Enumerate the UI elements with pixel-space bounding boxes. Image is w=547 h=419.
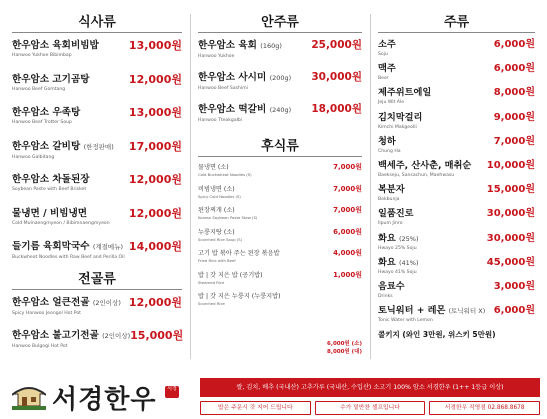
menu-item-english: Cold Mulnaengmyeon / Bibimnaengmyeon — [12, 220, 110, 226]
menu-item-english: Hanwoo Yukhoe — [198, 54, 235, 59]
menu-item-name-text: 맥주 — [378, 63, 396, 75]
menu-item — [194, 206, 366, 228]
menu-item-name — [378, 281, 405, 293]
menu-item-price: 7,000원 — [333, 184, 362, 193]
menu-item-note: (토닉워터 X) — [448, 307, 486, 316]
menu-item-english: Spicy Hanwoo Jeongol Hot Pot — [12, 310, 81, 316]
menu-item-text — [12, 173, 89, 193]
menu-item — [374, 63, 539, 87]
menu-item-price: 13,000원 — [128, 39, 182, 52]
info-pill-contact: 서경한우 직영점 02.868.8678 — [429, 401, 540, 415]
menu-item-price: 12,000원 — [128, 72, 182, 86]
menu-item-name-text: 밥 | 갓 지은 밥 (공기밥) — [198, 271, 263, 279]
menu-item — [8, 73, 186, 107]
menu-item-english: Beer — [378, 76, 389, 82]
rice-promo — [284, 340, 362, 356]
promo-small: 6,000원 (소) — [327, 341, 362, 347]
drinks-column — [374, 0, 539, 343]
menu-item-name — [378, 208, 414, 220]
promo-large: 8,000원 (대) — [327, 349, 362, 355]
menu-item-text — [12, 329, 130, 350]
menu-item — [8, 39, 186, 73]
menu-item-text — [12, 140, 114, 161]
menu-item-english: Buckwheat Noodles with Raw Beef and Perilla Oil — [12, 255, 125, 260]
menu-item — [374, 305, 539, 329]
hanok-house-icon — [12, 382, 46, 410]
menu-item-english: Baekseju, Sansachun, Maehwasu — [378, 172, 455, 178]
menu-item-price: 7,000원 — [493, 135, 535, 147]
brand-logo — [12, 378, 184, 414]
column-divider — [190, 14, 191, 359]
menu-item-price: 15,000원 — [486, 184, 535, 196]
menu-item-name — [378, 136, 401, 148]
menu-item-english: Ilpum Jinro — [378, 221, 403, 227]
menu-item — [374, 208, 539, 232]
menu-item-english: Soybean Paste with Beef Brisket — [12, 187, 87, 192]
menu-item-name-text: 한우암소 사시미 — [198, 72, 267, 83]
menu-item-price: 14,000원 — [128, 240, 182, 253]
menu-item — [374, 112, 539, 136]
menu-item-price: 4,000원 — [333, 249, 362, 257]
menu-item-name — [12, 39, 99, 52]
brand-seal: 서경 — [165, 386, 179, 398]
menu-item-price: 7,000원 — [333, 206, 362, 214]
menu-item-price: 45,000원 — [486, 256, 535, 268]
drinks-title: 주류 — [443, 15, 470, 30]
menu-item-price: 10,000원 — [486, 159, 535, 171]
menu-item-note: (41%) — [398, 258, 419, 267]
menu-item-name-text: 들기름 육회막국수 — [12, 241, 90, 252]
menu-item — [374, 160, 539, 184]
menu-item-price: 1,000원 — [333, 270, 362, 279]
menu-item-name — [12, 73, 89, 86]
menu-item-name — [378, 160, 471, 172]
menu-item-text — [378, 305, 485, 324]
menu-item-name — [198, 163, 252, 172]
menu-item-name-text: 비빔냉면 (소) — [198, 185, 235, 193]
menu-item-name — [198, 271, 263, 280]
menu-item-name — [378, 87, 431, 99]
menu-item-price: 3,000원 — [493, 280, 535, 292]
menu-item-name — [198, 103, 291, 117]
menu-item-name-text: 한우암소 우족탕 — [12, 107, 81, 118]
sides-title: 안주류 — [261, 15, 299, 30]
menu-item-name-text: 토닉워터 + 레몬 — [378, 305, 446, 317]
menu-item-name-text: 한우암소 고기곰탕 — [12, 73, 90, 85]
menu-item — [374, 233, 539, 257]
menu-item-english: Drinks — [378, 293, 393, 299]
menu-item-english: Scorched Rice Soup (S) — [198, 236, 243, 242]
menu-item-english: Hanwoo Beef Sashimi — [198, 86, 248, 91]
menu-item — [374, 184, 539, 208]
menu-item — [374, 281, 539, 305]
menu-item-english: Hanwoo Tteokgalbi — [198, 118, 243, 123]
menu-item-price: 17,000원 — [128, 139, 182, 153]
menu-item-price: 30,000원 — [486, 232, 535, 244]
menu-item-text — [378, 112, 422, 131]
menu-item-name-text: 화요 — [378, 256, 396, 268]
menu-item-name-text: 한우암소 떡갈비 — [198, 104, 267, 115]
menu-item-name-text: 한우암소 불고기전골 — [12, 330, 99, 341]
menu-item-english: Steamed Rice — [198, 279, 225, 285]
menu-item-text — [12, 106, 80, 126]
menu-item-name-text: 음료수 — [378, 280, 405, 292]
menu-item — [8, 106, 186, 140]
menu-item — [194, 185, 366, 207]
menu-item-name — [378, 39, 396, 51]
menu-item-english: Hwayo 25% Soju — [378, 245, 417, 251]
menu-item-text — [378, 281, 405, 300]
menu-item-text — [378, 136, 401, 155]
menu-item-name-text: 화요 — [378, 232, 396, 244]
menu-item-price: 12,000원 — [128, 295, 182, 309]
menu-item-price: 8,000원 — [493, 87, 535, 99]
menu-item-name — [198, 228, 242, 237]
menu-item-english: Soju — [378, 52, 388, 57]
section-rule — [378, 32, 535, 33]
menu-item-name-text: 한우암소 갈비탕 — [12, 140, 81, 152]
menu-item-text — [198, 206, 257, 221]
menu-item-text — [378, 39, 396, 58]
menu-item-price: 30,000원 — [486, 208, 535, 220]
meals-column — [8, 0, 186, 363]
menu-item — [194, 271, 366, 293]
menu-item — [194, 103, 366, 135]
menu-item-name — [12, 240, 125, 254]
menu-item-text — [378, 257, 419, 276]
info-pill-rice: 밥은 주문시 갓 지어 드립니다 — [200, 401, 311, 415]
menu-item-price: 6,000원 — [493, 63, 535, 75]
menu-item-english: Chung Ha — [378, 148, 401, 154]
menu-item-note: (2인이상) — [92, 298, 121, 307]
menu-item-name — [198, 249, 280, 258]
menu-item — [194, 71, 366, 103]
menu-item-text — [12, 73, 89, 93]
menu-item-name-text: 물냉면 / 비빔냉면 — [12, 207, 88, 219]
meals-list — [8, 39, 186, 274]
menu-item-text — [378, 87, 431, 106]
hotpot-title: 전골류 — [78, 271, 116, 287]
menu-item — [374, 39, 539, 63]
menu-item-english: Bokbunja — [378, 197, 400, 203]
menu-item-english: Tonic Water with Lemon — [378, 318, 433, 324]
menu-item-text — [12, 207, 110, 227]
menu-item-text — [198, 292, 281, 307]
menu-item-name-text: 고기 밥 볶아 주는 된장 볶음밥 — [198, 250, 280, 257]
menu-item-name-text: 소주 — [378, 39, 396, 50]
menu-item-text — [198, 271, 263, 286]
menu-item-name-text: 한우암소 차돌된장 — [12, 174, 90, 185]
sides-list — [194, 39, 366, 135]
menu-item-name — [198, 292, 281, 301]
menu-item-note: (25%) — [398, 234, 419, 243]
menu-item-english: Hanwoo Beef Gomtang — [12, 86, 66, 92]
menu-item-text — [198, 71, 291, 92]
menu-item-name — [198, 39, 282, 53]
menu-item-english: Kimchi Makgeolli — [378, 124, 417, 130]
section-rule — [12, 289, 182, 290]
menu-item-name — [198, 71, 291, 85]
menu-item — [374, 257, 539, 281]
info-pills — [200, 401, 540, 415]
menu-item-note: (한정판매) — [83, 142, 114, 151]
info-pill-self-serve: 수가 밑반찬 셀프입니다 — [315, 401, 426, 415]
menu-item — [194, 39, 366, 71]
menu-item-price: 7,000원 — [333, 163, 362, 171]
menu-item — [374, 87, 539, 111]
menu-item-name — [378, 112, 422, 124]
menu-item-name-text: 제주위트에일 — [378, 87, 432, 99]
menu-item-name-text: 한우암소 육회비빔밥 — [12, 40, 99, 51]
menu-item-name — [12, 296, 121, 310]
menu-item-english: Jeju Wit Ale — [378, 100, 405, 106]
menu-item-text — [12, 296, 121, 317]
menu-item-name-text: 일품진로 — [378, 208, 414, 220]
meals-title: 식사류 — [78, 15, 116, 30]
menu-item-english: Hanwoo Yukhoe Bibimbap — [12, 53, 72, 58]
menu-item-name — [12, 173, 89, 186]
menu-item-text — [198, 163, 252, 178]
menu-item-name — [378, 63, 396, 75]
menu-item-name — [198, 206, 257, 215]
section-rule — [198, 32, 362, 33]
hotpot-list — [8, 296, 186, 363]
menu-item — [8, 140, 186, 174]
menu-item-name — [198, 185, 241, 194]
menu-item-name — [12, 140, 114, 154]
menu-item-name — [12, 106, 80, 119]
menu-item-price: 25,000원 — [311, 39, 362, 51]
menu-item — [374, 136, 539, 160]
menu-item-english: Hwayo 41% Soju — [378, 269, 417, 275]
menu-item-text — [198, 249, 280, 264]
menu-item-note: (240g) — [269, 106, 292, 114]
menu-item — [8, 173, 186, 207]
menu-item-name — [378, 305, 485, 317]
menu-item-price: 9,000원 — [493, 111, 535, 123]
menu-item-text — [12, 39, 99, 59]
menu-item-price: 6,000원 — [493, 305, 535, 317]
footer — [0, 372, 547, 419]
menu-item-text — [378, 160, 471, 179]
menu-item — [8, 207, 186, 241]
menu-item — [194, 228, 366, 250]
menu-item-price: 30,000원 — [311, 71, 362, 83]
menu-item-name-text: 물냉면 (소) — [198, 164, 229, 171]
menu-item-text — [198, 228, 242, 243]
column-divider — [370, 14, 371, 359]
menu-item-english: Cold Buckwheat Noodles (S) — [198, 172, 252, 177]
menu-item-price: 18,000원 — [311, 103, 362, 115]
menu-item-name — [12, 207, 110, 220]
menu-item-text — [378, 233, 419, 252]
menu-item-price: 6,000원 — [333, 227, 362, 236]
menu-item — [194, 292, 366, 314]
menu-item-english: Hanwoo Beef Trotter Soup — [12, 120, 72, 125]
menu-item-text — [378, 184, 405, 203]
menu-item-price: 15,000원 — [130, 329, 184, 342]
menu-item-text — [12, 240, 125, 261]
menu-item-price: 12,000원 — [128, 206, 182, 220]
menu-item-text — [198, 185, 241, 200]
menu-item-name-text: 된장찌개 (소) — [198, 207, 235, 214]
menu-item-note: (160g) — [260, 42, 282, 50]
corkage-text: 콜키지 (와인 3만원, 위스키 5만원) — [378, 330, 496, 340]
menu-item — [8, 240, 186, 274]
menu-item-price: 13,000원 — [128, 106, 182, 119]
menu-item-name-text: 복분자 — [378, 184, 405, 196]
origin-notice: 쌀, 김치, 배추 (국내산) 고추가루 (국내산, 수입산) 소고기 100% 암소 서경한우 (1++ 1등급 이상) — [200, 378, 540, 397]
menu-item-name-text: 한우암소 얼큰전골 — [12, 296, 90, 308]
menu-item-name — [12, 329, 130, 343]
menu-item-name — [378, 184, 405, 196]
menu-item — [8, 329, 186, 363]
menu-item-text — [378, 63, 396, 82]
desserts-list — [194, 163, 366, 314]
brand-name: 서경한우 — [52, 385, 157, 415]
menu-item-name-text: 한우암소 육회 — [198, 40, 257, 51]
menu-item-english: Fried Rice with Beef — [198, 258, 236, 263]
menu-item-text — [378, 208, 414, 227]
menu-item-name — [378, 233, 419, 245]
desserts-title: 후식류 — [261, 139, 299, 154]
menu-item — [194, 163, 366, 185]
menu-item-note: (계절메뉴) — [92, 243, 124, 251]
menu-item-text — [198, 39, 282, 60]
menu-item-text — [198, 103, 291, 124]
menu-item-name-text: 누룽지탕 (소) — [198, 228, 235, 236]
section-rule — [198, 156, 362, 157]
menu-item-english: Spicy Cold Noodles (S) — [198, 193, 241, 199]
menu-item-english: Hanwoo Bulgogi Hot Pot — [12, 344, 68, 349]
menu-item-price: 12,000원 — [128, 173, 182, 186]
menu-item-name — [378, 257, 419, 269]
menu-item-name-text: 밥 | 갓 지은 누룽지 (누룽지밥) — [198, 293, 281, 300]
menu-item-price: 6,000원 — [493, 39, 535, 50]
menu-item — [194, 249, 366, 271]
section-rule — [12, 32, 182, 33]
corkage-note — [374, 329, 539, 343]
menu-item-note: (2인이상) — [102, 332, 131, 340]
menu-item-english: Scorched Rice — [198, 301, 225, 306]
drinks-list — [374, 39, 539, 329]
menu-item-note: (200g) — [269, 74, 292, 82]
menu-item-name-text: 백세주, 산사춘, 매취순 — [378, 159, 472, 171]
sides-column — [194, 0, 366, 355]
menu-item-name-text: 김치막걸리 — [378, 111, 423, 123]
menu-item — [8, 296, 186, 330]
menu-item-english: Korean Soybean Paste Stew (S) — [198, 215, 258, 220]
menu-item-name-text: 청하 — [378, 135, 396, 147]
menu-item-english: Hanwoo Galbitang — [12, 154, 55, 160]
